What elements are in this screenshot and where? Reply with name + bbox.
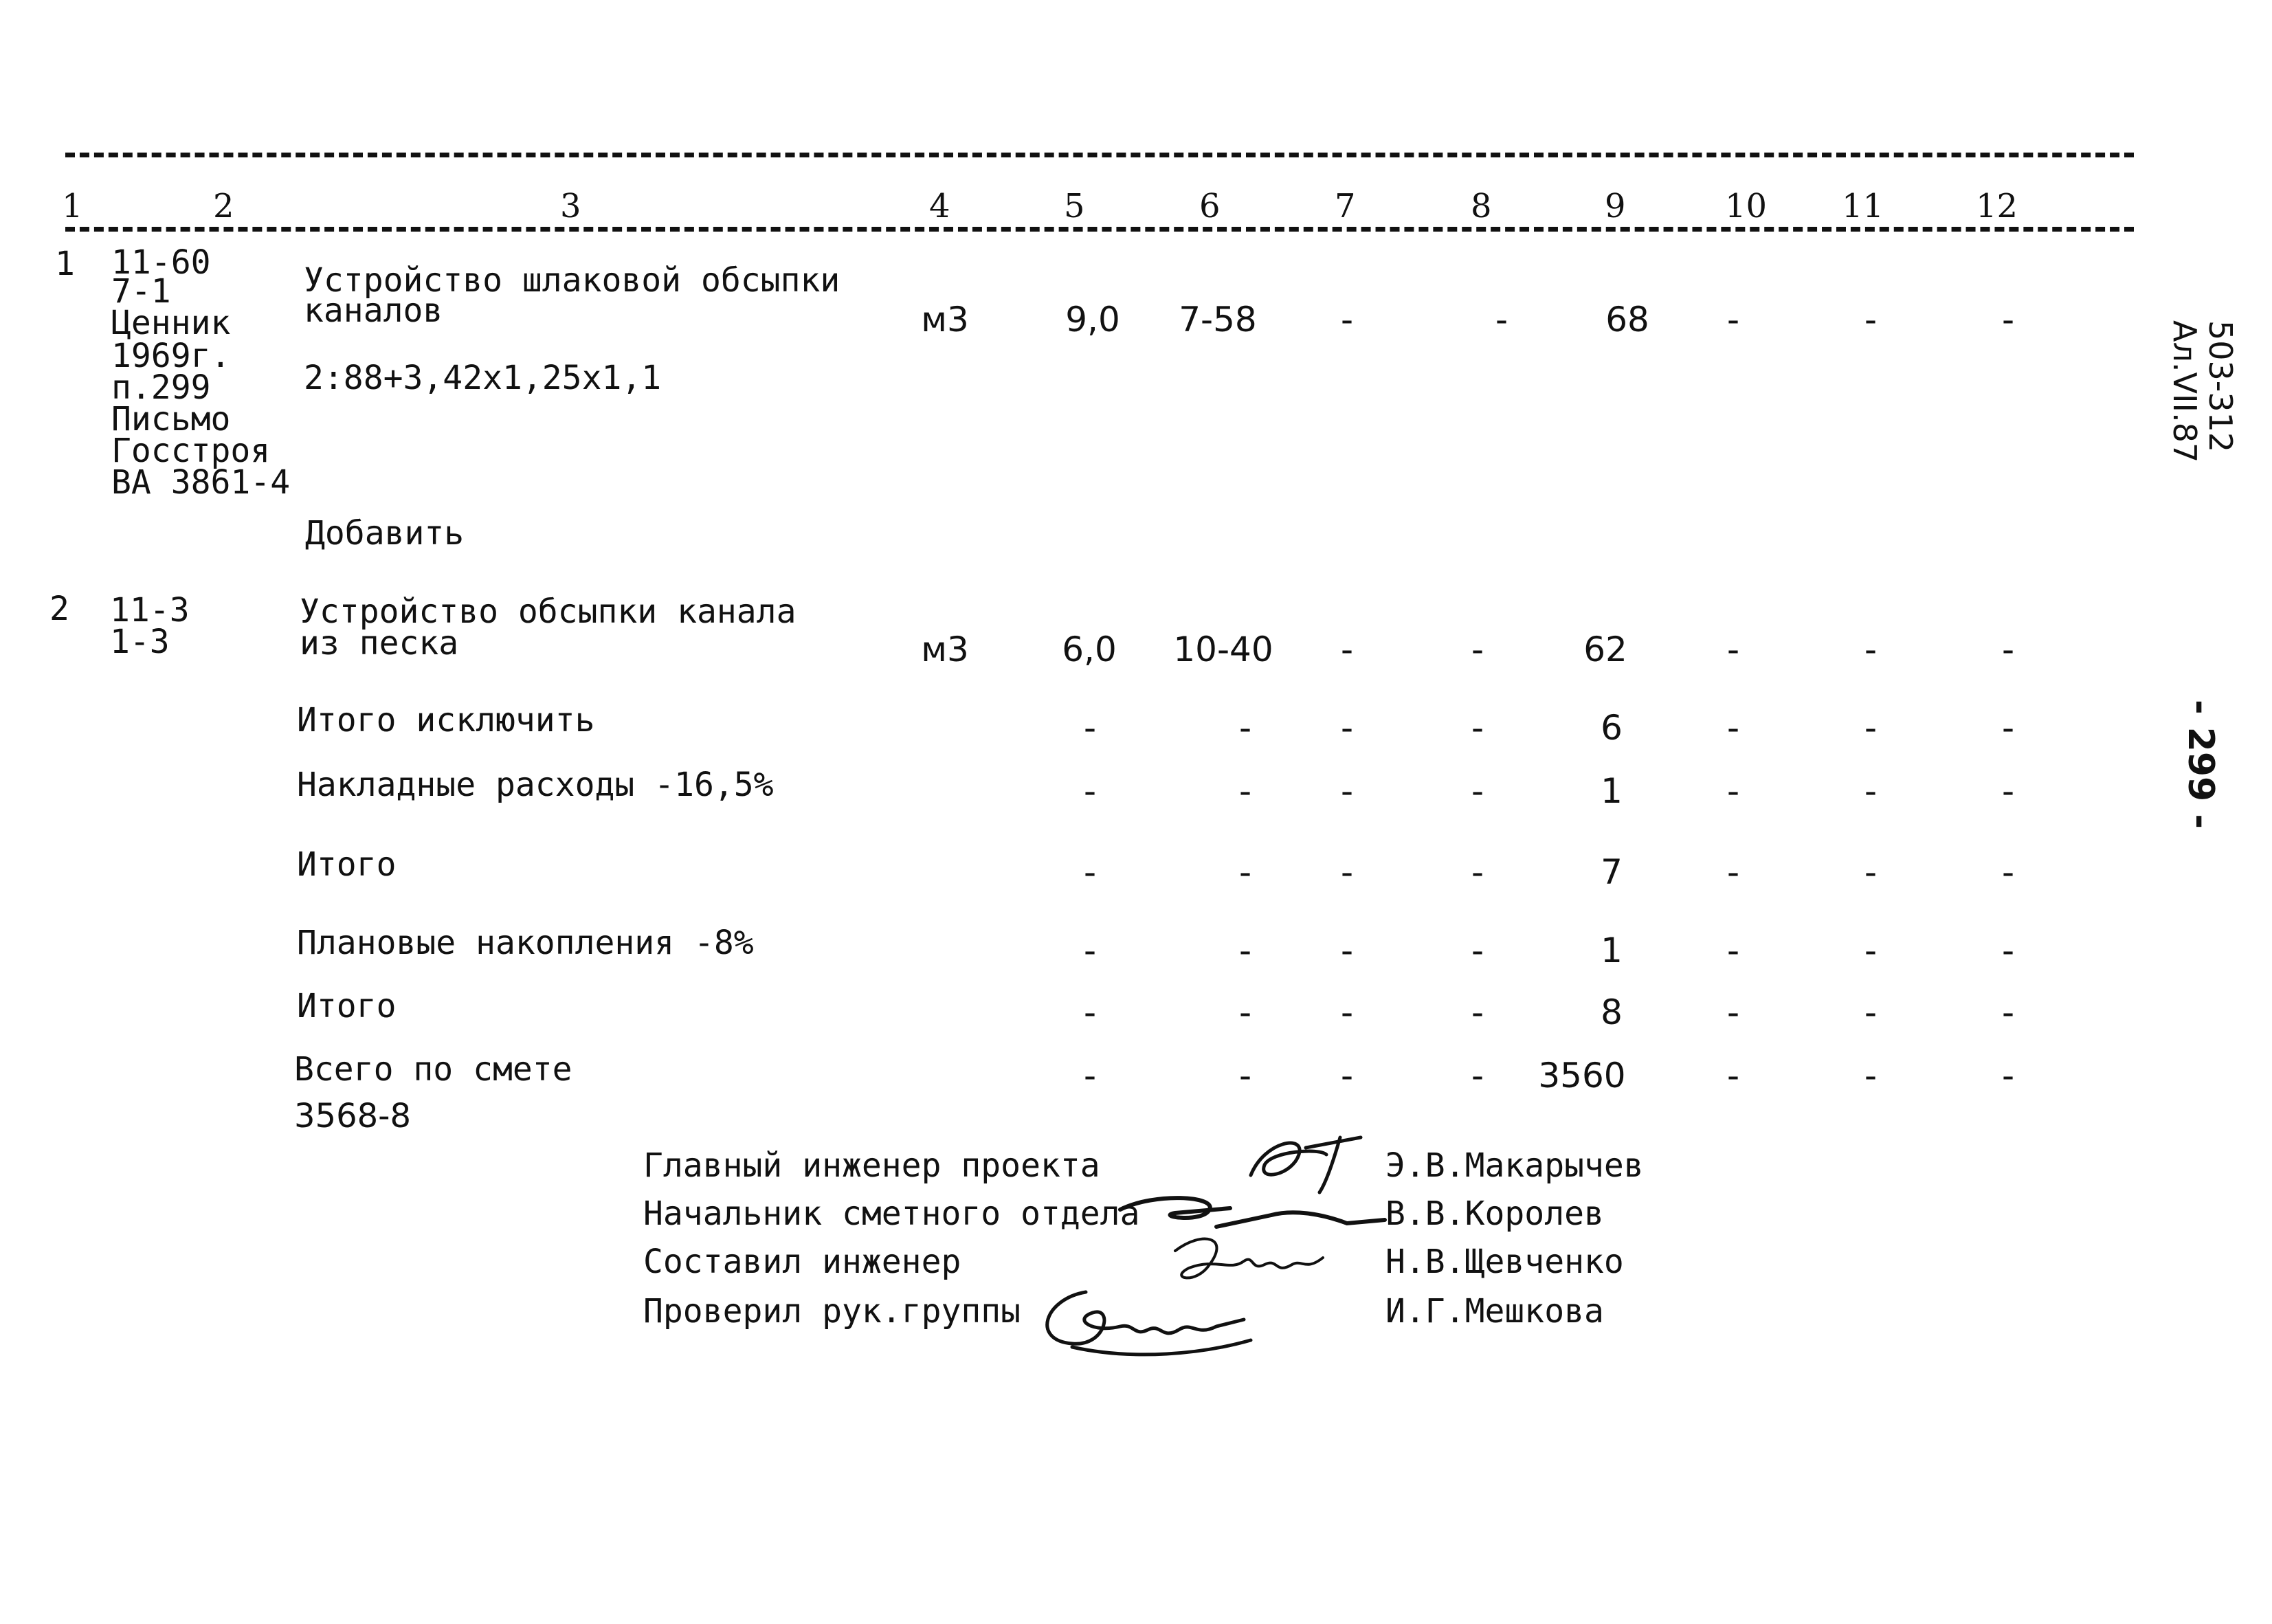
cell-col11: - [1864, 771, 1878, 811]
cell-col6: - [1238, 708, 1252, 748]
work-description: Устройство обсыпки канала [300, 592, 797, 631]
signature-role: Главный инженер проекта [643, 1146, 1100, 1185]
cell-col8: - [1471, 852, 1484, 892]
col-header: 8 [1471, 187, 1492, 225]
col-header: 11 [1842, 187, 1884, 225]
cell-col12: - [2001, 852, 2015, 892]
cell-col12: - [2001, 992, 2015, 1032]
ref-line: Ценник [111, 304, 231, 342]
cell-col11: - [1864, 992, 1878, 1032]
cell-col7: - [1340, 852, 1354, 892]
cell-col8: - [1471, 931, 1484, 970]
cost-cell: 8 [1601, 992, 1623, 1032]
unit-cell: м3 [921, 300, 969, 340]
col-header: 3 [560, 187, 581, 225]
cell-col7: - [1340, 1056, 1354, 1095]
total-label: Итого [297, 845, 397, 884]
cell-col5: - [1083, 1056, 1097, 1095]
ref-line: 1-3 [110, 623, 170, 661]
col-header: 1 [62, 187, 83, 225]
cell-col11: - [1864, 630, 1878, 669]
unit-price-cell: 10-40 [1173, 630, 1273, 669]
page-number: - 299 - [2180, 700, 2221, 829]
cost-cell: 1 [1601, 931, 1623, 970]
signature-name: В.В.Королев [1385, 1194, 1604, 1233]
ref-line: п.299 [111, 368, 211, 407]
cell-col8: - [1471, 992, 1484, 1032]
cell-col7: - [1340, 300, 1354, 340]
cost-cell: 6 [1601, 708, 1623, 748]
cell-col7: - [1340, 630, 1354, 669]
cell-col5: - [1083, 771, 1097, 811]
col-header: 9 [1605, 187, 1626, 225]
cell-col11: - [1864, 300, 1878, 340]
total-label: Итого исключить [297, 701, 595, 739]
cell-col8: - [1471, 771, 1484, 811]
cell-col6: - [1238, 1056, 1252, 1095]
work-description: каналов [304, 291, 443, 330]
cell-col10: - [1726, 300, 1740, 340]
top-rule [65, 153, 2134, 157]
document-code: 503-312 [2202, 320, 2239, 453]
col-header: 2 [213, 187, 234, 225]
cell-col11: - [1864, 1056, 1878, 1095]
signature-role: Проверил рук.группы [643, 1292, 1021, 1331]
volume-calculation: 2:88+3,42x1,25x1,1 [304, 359, 662, 397]
handwritten-signature [1031, 1278, 1265, 1368]
cell-col8: - [1471, 630, 1484, 669]
cell-col12: - [2001, 771, 2015, 811]
cell-col7: - [1340, 992, 1354, 1032]
cell-col8: - [1471, 708, 1484, 748]
row-number: 2 [49, 590, 69, 628]
total-label: Итого [297, 987, 397, 1025]
quantity-cell: 6,0 [1062, 630, 1117, 669]
album-reference: Ал.VII.87 [2166, 320, 2203, 463]
cell-col12: - [2001, 1056, 2015, 1095]
cell-col11: - [1864, 852, 1878, 892]
signature-name: Н.В.Щевченко [1385, 1243, 1624, 1281]
cell-col7: - [1340, 931, 1354, 970]
col-header: 10 [1725, 187, 1768, 225]
cell-col12: - [2001, 708, 2015, 748]
total-label: Накладные расходы -16,5% [297, 766, 774, 804]
header-rule [65, 227, 2134, 232]
quantity-cell: 9,0 [1065, 300, 1120, 340]
cost-cell: 62 [1583, 630, 1627, 669]
signature-name: И.Г.Мешкова [1385, 1292, 1604, 1331]
cost-cell: 3560 [1538, 1056, 1626, 1095]
cost-cell: 1 [1601, 771, 1623, 811]
cost-cell: 68 [1605, 300, 1649, 340]
col-header: 5 [1064, 187, 1085, 225]
signature-name: Э.В.Макарычев [1385, 1146, 1644, 1185]
cell-col10: - [1726, 852, 1740, 892]
ref-line: Госстроя [111, 432, 271, 470]
cell-col12: - [2001, 931, 2015, 970]
ref-line: 11-60 [111, 243, 211, 282]
col-header: 12 [1976, 187, 2018, 225]
cell-col12: - [2001, 300, 2015, 340]
cell-col10: - [1726, 1056, 1740, 1095]
signature-role: Составил инженер [643, 1243, 961, 1281]
total-label: Плановые накопления -8% [297, 924, 754, 962]
cell-col10: - [1726, 931, 1740, 970]
cell-col6: - [1238, 992, 1252, 1032]
ref-line: ВА 3861-4 [111, 463, 291, 502]
work-description: Устройство шлаковой обсыпки [304, 261, 840, 300]
cell-col5: - [1083, 708, 1097, 748]
row-number: 1 [55, 245, 75, 283]
cell-col10: - [1726, 992, 1740, 1032]
cell-col11: - [1864, 708, 1878, 748]
unit-cell: м3 [921, 630, 969, 669]
cell-col6: - [1238, 771, 1252, 811]
work-description: из песка [300, 624, 459, 663]
ref-line: 7-1 [111, 272, 171, 311]
cell-col5: - [1083, 852, 1097, 892]
cell-col10: - [1726, 630, 1740, 669]
cell-col6: - [1238, 852, 1252, 892]
add-note: Добавить [305, 514, 465, 553]
cell-col10: - [1726, 708, 1740, 748]
ref-line: Письмо [111, 400, 231, 438]
cell-col5: - [1083, 992, 1097, 1032]
cell-col8: - [1471, 1056, 1484, 1095]
signature-role: Начальник сметного отдела [643, 1194, 1140, 1233]
col-header: 7 [1335, 187, 1356, 225]
cell-col7: - [1340, 771, 1354, 811]
ref-line: 1969г. [111, 337, 231, 375]
cell-col12: - [2001, 630, 2015, 669]
cell-col7: - [1340, 708, 1354, 748]
col-header: 4 [929, 187, 950, 225]
col-header: 6 [1199, 187, 1221, 225]
total-note: 3568-8 [294, 1097, 412, 1135]
cell-col6: - [1238, 931, 1252, 970]
cost-cell: 7 [1601, 852, 1623, 892]
ref-line: 11-3 [110, 591, 190, 630]
cell-col8: - [1495, 300, 1508, 340]
cell-col11: - [1864, 931, 1878, 970]
unit-price-cell: 7-58 [1179, 300, 1257, 340]
cell-col5: - [1083, 931, 1097, 970]
total-label: Всего по смете [294, 1050, 572, 1089]
cell-col10: - [1726, 771, 1740, 811]
